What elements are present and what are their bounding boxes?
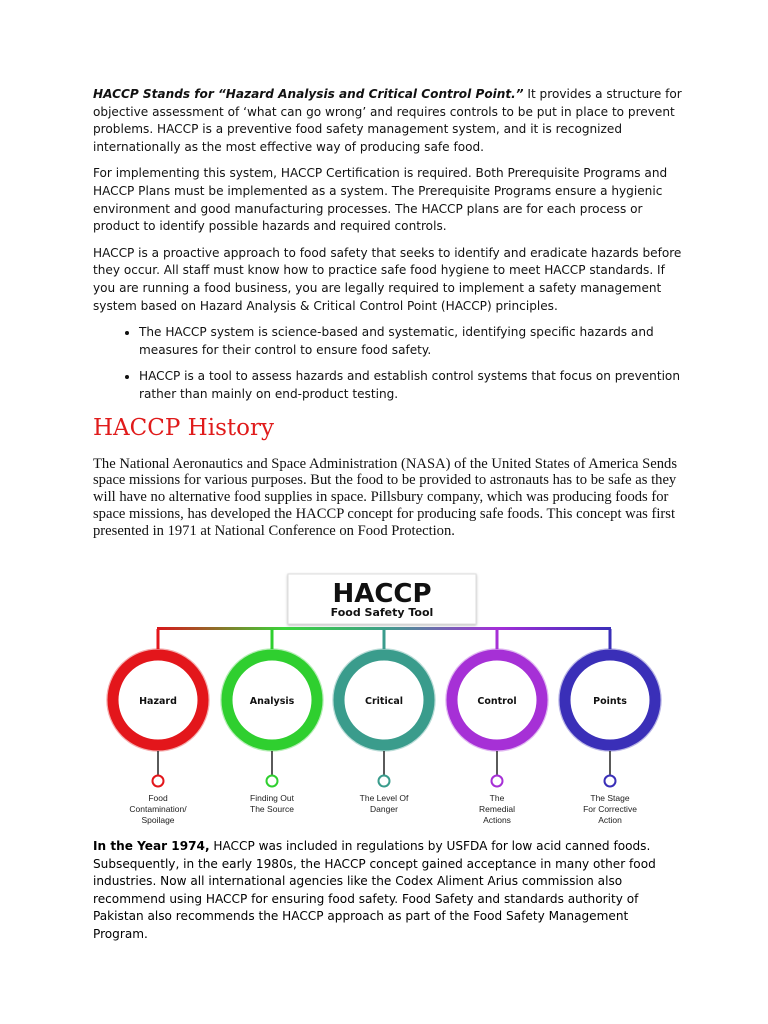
haccp-diagram-svg [100, 572, 670, 830]
diagram-item-critical [333, 629, 435, 814]
ring-label: Analysis [249, 696, 295, 707]
caption-line: The Level Of [359, 793, 409, 803]
closing-text: HACCP was included in regulations by USFDA for low acid canned foods. Subsequently, in the early 1980s, the HACCP concept gained acceptance in many other food industries. Now all international agencies like the Codex Aliment Arius commission also recommend using HACCP for ensuring food safety. Food Safety and standards authority of Pakistan also recommends the HACCP approach as part of the Food Safety Management Program. [93, 839, 656, 941]
ring-label: Hazard [139, 696, 177, 707]
caption-line: Remedial [479, 804, 515, 814]
ring-label: Points [593, 696, 627, 707]
implementation-paragraph: For implementing this system, HACCP Certification is required. Both Prerequisite Programs and HACCP Plans must be implemented as a system. The Prerequisite Programs ensure a hygienic environment and good manufacturing processes. The HACCP plans are for each process or product to identify possible hazards and required controls. [93, 166, 668, 234]
caption-line: Actions [483, 815, 511, 825]
caption-line: Danger [370, 804, 398, 814]
ring-label: Critical [364, 696, 404, 707]
history-heading: HACCP History [93, 414, 274, 441]
intro-lead: HACCP Stands for “Hazard Analysis and Critical Control Point.” [93, 87, 524, 101]
bullet-list [93, 324, 683, 403]
closing-lead: In the Year 1974, [93, 839, 210, 853]
caption-line: For Corrective [583, 804, 637, 814]
ring-label: Control [477, 696, 517, 707]
caption-line: Finding Out [250, 793, 294, 803]
caption-line: Action [598, 815, 622, 825]
closing-section [93, 838, 683, 953]
caption-line: The [489, 793, 505, 803]
caption-line: Contamination/ [129, 804, 187, 814]
document-body [93, 86, 683, 539]
history-paragraph: The National Aeronautics and Space Administration (NASA) of the United States of America Sends space missions for various purposes. But the food to be provided to astronauts has to be safe as they will have no alternative food supplies in space. Pillsbury company, which was producing foods for space missions, has developed the HACCP concept for producing safe foods. This concept was first presented in 1971 at National Conference on Food Protection. [93, 455, 678, 539]
node-dot [379, 776, 390, 787]
node-dot [605, 776, 616, 787]
node-dot [267, 776, 278, 787]
proactive-paragraph: HACCP is a proactive approach to food safety that seeks to identify and eradicate hazards before they occur. All staff must know how to practice safe food hygiene to meet HACCP standards. If you are running a food business, you are legally required to implement a safety management system based on Hazard Analysis & Critical Control Point (HACCP) principles. [93, 245, 682, 313]
diagram-subtitle: Food Safety Tool [330, 606, 434, 619]
caption-line: Food [148, 793, 168, 803]
diagram-item-analysis [221, 629, 323, 814]
intro-text: It provides a structure for objective assessment of ‘what can go wrong’ and requires controls to be put in place to prevent problems. HACCP is a preventive food safety management system, and it is recognized internationally as the most effective way of producing safe food. [93, 87, 682, 154]
closing-paragraph [93, 838, 683, 944]
bullet-item: • The HACCP system is science-based and systematic, identifying specific hazards and measures for their control to ensure food safety. [139, 324, 683, 359]
diagram-title: HACCP [332, 579, 432, 609]
node-dot [153, 776, 164, 787]
diagram-item-hazard [107, 629, 209, 825]
diagram-item-control [446, 629, 548, 825]
caption-line: The Source [250, 804, 294, 814]
node-dot [492, 776, 503, 787]
intro-paragraph [93, 86, 683, 156]
haccp-diagram [100, 572, 670, 830]
bullet-item: • HACCP is a tool to assess hazards and establish control systems that focus on prevention rather than mainly on end-product testing. [139, 368, 683, 403]
caption-line: The Stage [590, 793, 630, 803]
diagram-item-points [559, 629, 661, 825]
caption-line: Spoilage [141, 815, 175, 825]
